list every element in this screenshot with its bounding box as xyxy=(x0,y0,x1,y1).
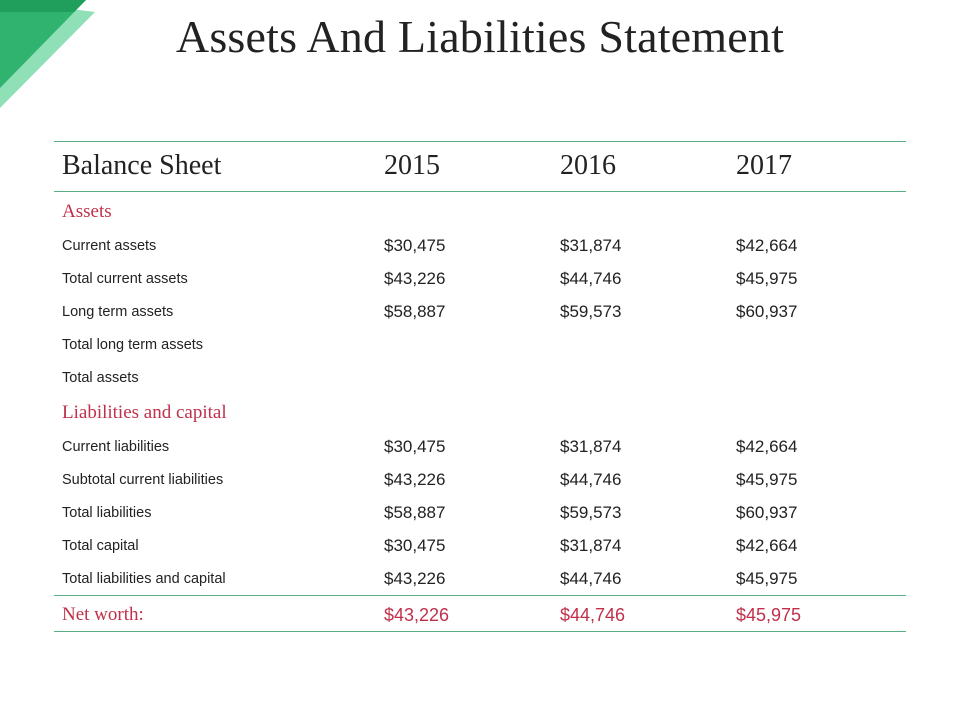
row-label: Subtotal current liabilities xyxy=(62,472,224,488)
net-worth-label: Net worth: xyxy=(62,604,144,625)
table-row xyxy=(54,464,906,496)
value-2015: $58,887 xyxy=(384,503,446,522)
net-worth-2016: $44,746 xyxy=(560,605,626,625)
row-label: Total current assets xyxy=(62,271,188,287)
value-2015: $43,226 xyxy=(384,569,446,588)
table-header-rule xyxy=(54,191,906,192)
row-label: Total liabilities and capital xyxy=(62,571,226,587)
header-2016: 2016 xyxy=(560,150,616,181)
value-2016: $44,746 xyxy=(560,569,622,588)
table-row xyxy=(54,530,906,562)
net-worth-2017: $45,975 xyxy=(736,605,802,625)
section-liabilities xyxy=(54,397,906,429)
row-label: Total liabilities xyxy=(62,505,152,521)
section-assets-label: Assets xyxy=(62,201,112,222)
table-row xyxy=(54,497,906,529)
value-2017: $60,937 xyxy=(736,503,798,522)
page-title: Assets And Liabilities Statement xyxy=(175,11,785,62)
value-2015: $43,226 xyxy=(384,470,446,489)
table-header-row xyxy=(54,141,906,191)
value-2017: $42,664 xyxy=(736,536,798,555)
section-liabilities-label: Liabilities and capital xyxy=(62,402,227,423)
row-label: Total assets xyxy=(62,370,139,386)
table-row xyxy=(54,431,906,463)
table-row xyxy=(54,296,906,328)
net-worth-row xyxy=(54,599,906,631)
table-row xyxy=(54,329,906,361)
value-2017: $60,937 xyxy=(736,302,798,321)
value-2016: $59,573 xyxy=(560,302,622,321)
row-label: Current assets xyxy=(62,238,157,254)
net-worth-top-rule xyxy=(54,595,906,596)
value-2017: $45,975 xyxy=(736,470,798,489)
table-row xyxy=(54,230,906,262)
header-2015: 2015 xyxy=(384,150,440,181)
value-2016: $44,746 xyxy=(560,269,622,288)
net-worth-2015: $43,226 xyxy=(384,605,450,625)
header-balance-sheet: Balance Sheet xyxy=(62,150,222,181)
value-2016: $59,573 xyxy=(560,503,622,522)
table-bottom-rule xyxy=(54,631,906,632)
value-2017: $42,664 xyxy=(736,236,798,255)
value-2015: $58,887 xyxy=(384,302,446,321)
row-label: Long term assets xyxy=(62,304,174,320)
header-2017: 2017 xyxy=(736,150,792,181)
row-label: Current liabilities xyxy=(62,439,170,455)
value-2016: $31,874 xyxy=(560,236,622,255)
value-2015: $43,226 xyxy=(384,269,446,288)
section-assets xyxy=(54,196,906,228)
row-label: Total capital xyxy=(62,538,139,554)
value-2017: $45,975 xyxy=(736,569,798,588)
table-row xyxy=(54,263,906,295)
value-2016: $31,874 xyxy=(560,536,622,555)
table-row xyxy=(54,362,906,394)
value-2017: $42,664 xyxy=(736,437,798,456)
value-2016: $31,874 xyxy=(560,437,622,456)
value-2015: $30,475 xyxy=(384,236,446,255)
value-2015: $30,475 xyxy=(384,437,446,456)
value-2016: $44,746 xyxy=(560,470,622,489)
value-2017: $45,975 xyxy=(736,269,798,288)
row-label: Total long term assets xyxy=(62,337,204,353)
value-2015: $30,475 xyxy=(384,536,446,555)
table-row xyxy=(54,563,906,595)
